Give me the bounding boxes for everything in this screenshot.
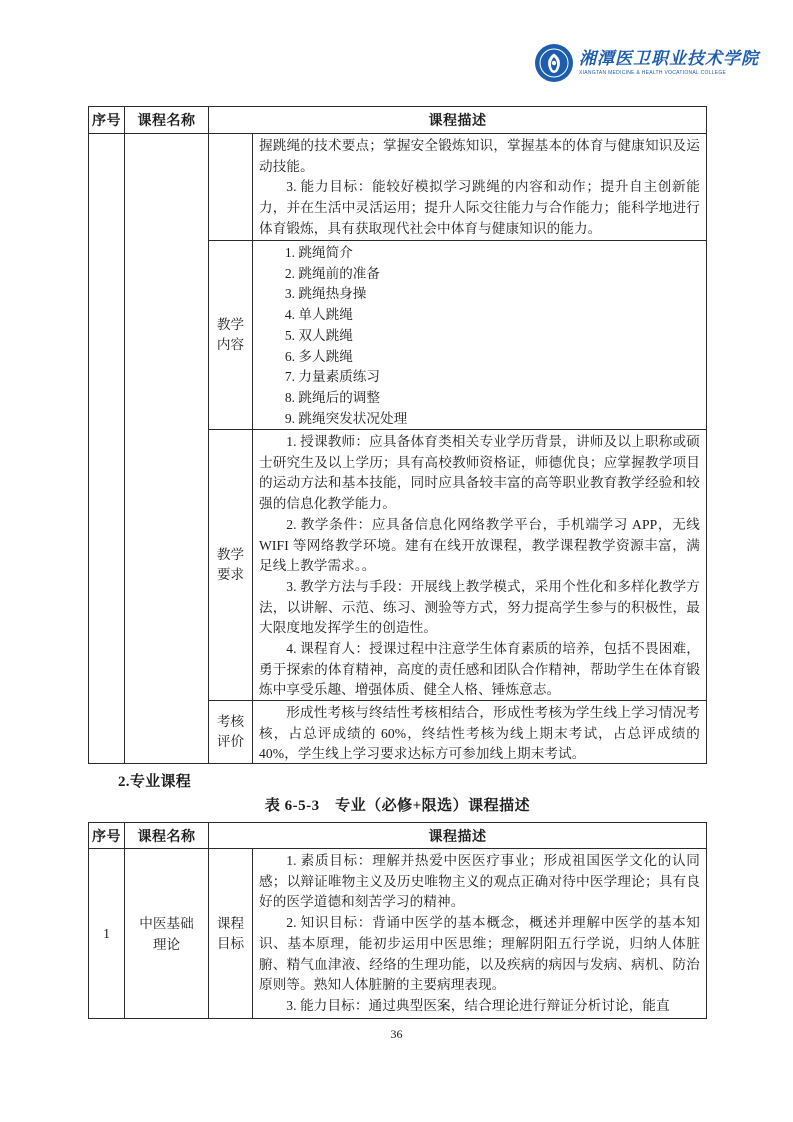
list-item: 7. 力量素质练习	[284, 369, 380, 385]
header-course-desc: 课程描述	[209, 823, 707, 849]
header-seq: 序号	[89, 823, 125, 849]
list-item: 3. 跳绳热身操	[284, 286, 367, 302]
paragraph: 1. 素质目标：理解并热爱中医医疗事业；形成祖国医学文化的认同感；以辩证唯物主义及历史唯物主义的观点正确对待中医学理论；具有良好的医学道德和刻苦学习的精神。	[259, 853, 700, 910]
sub-label-course-objectives: 课程目标	[209, 849, 253, 1019]
paragraph: 形成性考核与终结性考核相结合，形成性考核为学生线上学习情况考核，占总评成绩的 60%，终结性考核为线上期末考试，占总评成绩的 40%，学生线上学习要求达标方可参加线上期末考试。	[259, 705, 700, 762]
sub-label-empty	[209, 134, 253, 241]
section-heading: 2.专业课程	[118, 774, 192, 790]
paragraph: 3. 教学方法与手段：开展线上教学模式，采用个性化和多样化教学方法，以讲解、示范、练习、测验等方式，努力提高学生参与的积极性，最大限度地发挥学生的创造性。	[259, 578, 700, 636]
header-course-name: 课程名称	[125, 823, 209, 849]
college-name-cn: 湘潭医卫职业技术学院	[579, 48, 759, 68]
list-item: 1. 跳绳简介	[284, 245, 353, 260]
header-course-desc: 课程描述	[209, 107, 707, 134]
list-item: 4. 单人跳绳	[284, 307, 353, 323]
page-number: 36	[390, 1027, 403, 1041]
seq-cell: 1	[89, 849, 125, 1019]
sub-label-teaching-requirements: 教学要求	[209, 430, 253, 701]
paragraph: 4. 课程育人：授课过程中注意学生体育素质的培养，包括不畏困难，勇于探索的体育精神，高度的责任感和团队合作精神，帮助学生在体育锻炼中享受乐趣、增强体质、健全人格、锤炼意志。	[259, 641, 700, 698]
paragraph: 握跳绳的技术要点；掌握安全锻炼知识，掌握基本的体育与健康知识及运动技能。	[259, 138, 700, 174]
course-name-cell	[125, 849, 209, 1019]
college-name-en: XIANGTAN MEDICINE & HEALTH VOCATIONAL COLLEGE	[579, 70, 727, 77]
college-seal-icon	[534, 43, 574, 83]
college-name-block	[579, 50, 759, 77]
paragraph: 2. 知识目标：背诵中医学的基本概念，概述并理解中医学的基本知识、基本原理，能初步运用中医思维；理解阴阳五行学说，归纳人体脏腑、精气血津液、经络的生理功能，以及疾病的病因与发病、病机、防治原则等。熟知人体脏腑的主要病理表现。	[259, 915, 700, 993]
paragraph: 3. 能力目标：能较好模拟学习跳绳的内容和动作；提升自主创新能力，并在生活中灵活运用；提升人际交往能力与合作能力；能科学地进行体育锻炼，具有获取现代社会中体育与健康知识的能力。	[259, 179, 700, 236]
table-header-row	[89, 823, 707, 849]
list-item: 2. 跳绳前的准备	[284, 265, 380, 281]
block-teaching-content	[253, 241, 707, 430]
header-logo	[534, 43, 759, 83]
block-objectives-content	[253, 134, 707, 241]
list-item: 6. 多人跳绳	[284, 348, 353, 364]
course-name-cell	[125, 134, 209, 764]
table-caption: 表 6-5-3 专业（必修+限选）课程描述	[264, 798, 531, 814]
paragraph: 1. 授课教师：应具备体育类相关专业学历背景，讲师及以上职称或硕士研究生及以上学历；具有高校教师资格证，师德优良；应掌握教学项目的运动方法和基本技能，同时应具备较丰富的高等职业教育教学经验和较强的信息化教学能力。	[259, 434, 700, 512]
header-seq: 序号	[89, 107, 125, 134]
professional-course-table	[88, 822, 707, 1019]
block-course-objectives	[253, 849, 707, 1019]
table-row	[89, 849, 707, 1019]
block-assessment	[253, 701, 707, 764]
list-item: 5. 双人跳绳	[284, 327, 353, 343]
list-item: 8. 跳绳后的调整	[284, 389, 380, 405]
sub-label-teaching-content: 教学内容	[209, 241, 253, 430]
course-name: 中医基础理论	[139, 915, 194, 952]
sub-label-assessment: 考核评价	[209, 701, 253, 764]
seq-cell	[89, 134, 125, 764]
list-item: 9. 跳绳突发状况处理	[284, 410, 408, 426]
header-course-name: 课程名称	[125, 107, 209, 134]
paragraph: 2. 教学条件：应具备信息化网络教学平台，手机端学习 APP，无线 WIFI 等网络教学环境。建有在线开放课程，教学课程教学资源丰富，满足线上教学需求。。	[259, 516, 700, 574]
course-description-table-continued	[88, 106, 707, 764]
table-row	[89, 134, 707, 241]
paragraph: 3. 能力目标：通过典型医案，结合理论进行辩证分析讨论，能直	[286, 997, 670, 1013]
block-teaching-requirements	[253, 430, 707, 701]
table-header-row	[89, 107, 707, 134]
